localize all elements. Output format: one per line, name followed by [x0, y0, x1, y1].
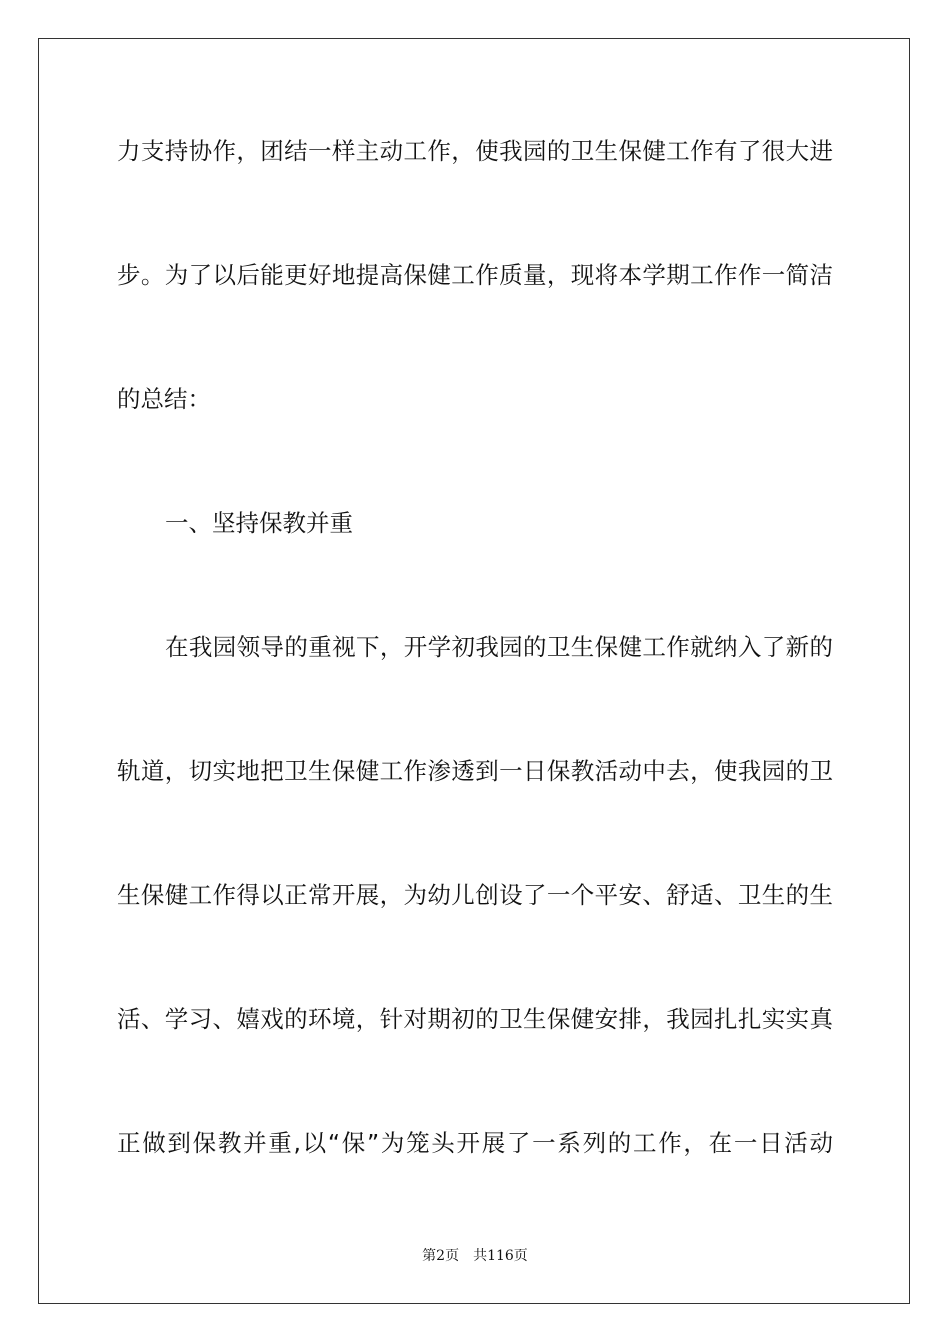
text-line-2: 步。为了以后能更好地提高保健工作质量，现将本学期工作作一简洁: [117, 261, 833, 289]
text-line-7: 生保健工作得以正常开展，为幼儿创设了一个平安、舒适、卫生的生: [117, 881, 833, 909]
section-heading: 一、坚持保教并重: [165, 509, 353, 537]
text-line-8: 活、学习、嬉戏的环境，针对期初的卫生保健安排，我园扎扎实实真: [117, 1005, 833, 1033]
text-line-5: 在我园领导的重视下，开学初我园的卫生保健工作就纳入了新的: [165, 633, 833, 661]
text-line-1: 力支持协作，团结一样主动工作，使我园的卫生保健工作有了很大进: [117, 137, 833, 165]
text-line-6: 轨道，切实地把卫生保健工作渗透到一日保教活动中去，使我园的卫: [117, 757, 833, 785]
page-border: [38, 38, 910, 1304]
page-footer: 第2页 共116页: [422, 1248, 528, 1264]
text-line-3: 的总结：: [117, 385, 211, 413]
text-line-9: 正做到保教并重,以“保”为笼头开展了一系列的工作，在一日活动: [117, 1129, 833, 1157]
